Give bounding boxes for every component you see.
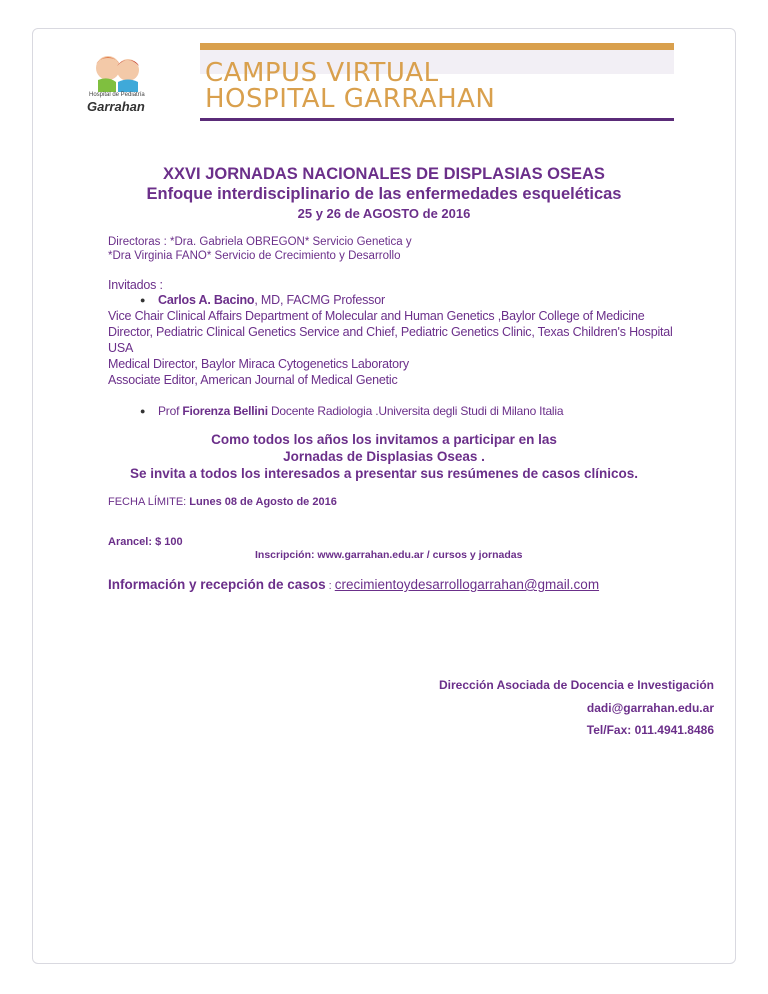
guest2-prefix: Prof [158, 404, 183, 418]
contact-phone: Tel/Fax: 011.4941.8486 [586, 723, 714, 737]
call-line3: Se invita a todos los interesados a presentar sus resúmenes de casos clínicos. [130, 466, 638, 481]
guest1-title: , MD, FACMG Professor [254, 293, 385, 307]
contact-email[interactable]: dadi@garrahan.edu.ar [586, 701, 714, 715]
event-subtitle: Enfoque interdisciplinario de las enfermedades esqueléticas [146, 185, 622, 203]
fee-label: Arancel: $ 100 [108, 536, 183, 548]
banner-bottom-stripe [200, 118, 674, 121]
event-title: XXVI JORNADAS NACIONALES DE DISPLASIAS OSEAS [163, 165, 605, 183]
guest2-rest: Docente Radiologia .Universita degli Studi di Milano Italia [267, 404, 564, 418]
guest2-name: Fiorenza Bellini [182, 404, 268, 418]
event-dates: 25 y 26 de AGOSTO de 2016 [297, 206, 471, 221]
guest2-line [158, 404, 563, 418]
guest1-line: Director, Pediatric Clinical Genetics Service and Chief, Pediatric Genetics Clinic, Texas Children's Hospital [108, 325, 673, 339]
guest1-line: Associate Editor, American Journal of Medical Genetic [108, 373, 398, 387]
bullet-icon: ● [140, 295, 146, 305]
call-line2: Jornadas de Displasias Oseas . [283, 449, 485, 464]
cases-email-link[interactable]: crecimientoydesarrollogarrahan@gmail.com [334, 577, 600, 592]
guest1-line: Medical Director, Baylor Miraca Cytogenetics Laboratory [108, 357, 409, 371]
inscription-info: Inscripción: www.garrahan.edu.ar / cursos y jornadas [255, 549, 523, 561]
logo-name: Garrahan [87, 99, 145, 114]
guest1-line: USA [108, 341, 134, 355]
guests-heading: Invitados : [108, 278, 163, 292]
cases-info-sep: : [325, 580, 335, 592]
banner-top-stripe [200, 43, 674, 50]
bullet-icon: ● [140, 406, 146, 416]
cases-info-label: Información y recepción de casos [108, 577, 326, 592]
guest1-header [158, 293, 385, 307]
banner-title-line1: CAMPUS VIRTUAL [205, 58, 439, 88]
guest1-line: Vice Chair Clinical Affairs Department of Molecular and Human Genetics ,Baylor College of Medicine [108, 309, 645, 323]
banner-title-line2: HOSPITAL GARRAHAN [205, 84, 496, 114]
cases-info [108, 577, 599, 592]
directors-line2: *Dra Virginia FANO* Servicio de Crecimiento y Desarrollo [108, 250, 401, 262]
guest1-name: Carlos A. Bacino [158, 293, 255, 307]
deadline-label: FECHA LÍMITE: [108, 496, 190, 508]
logo-subtitle: Hospital de Pediatría [89, 92, 145, 98]
deadline [108, 496, 337, 508]
call-line1: Como todos los años los invitamos a participar en las [211, 432, 557, 447]
deadline-value: Lunes 08 de Agosto de 2016 [189, 496, 337, 508]
contact-department: Dirección Asociada de Docencia e Investigación [439, 678, 714, 692]
directors-line1: Directoras : *Dra. Gabriela OBREGON* Servicio Genetica y [108, 236, 412, 248]
